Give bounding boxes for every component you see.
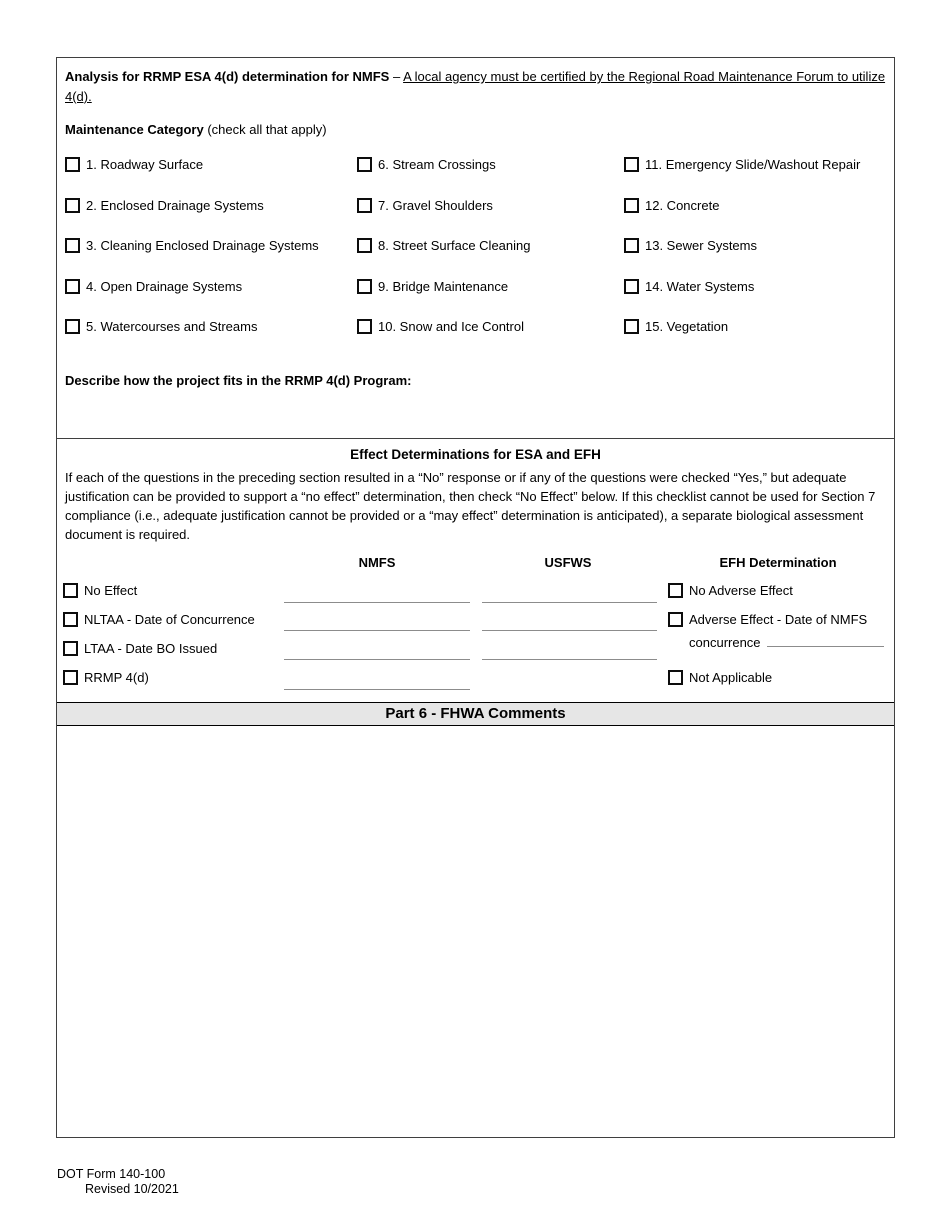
category-label: 14. Water Systems [645,278,755,294]
category-label: 5. Watercourses and Streams [86,319,258,334]
option-row [63,641,217,656]
category-checkbox-7[interactable] [357,198,372,213]
usfws-column-header: USFWS [544,555,592,570]
category-item [65,279,357,294]
category-label: 15. Vegetation [645,319,729,334]
category-checkbox-6[interactable] [357,157,372,172]
category-item [65,319,357,334]
effect-instructions: If each of the questions in the preceding section resulted in a “No” response or if any of the questions were checked “Yes,” but adequate justification can be provided to support a “no effect” determination, then check “No Effect” below. If this checklist cannot be used for Section 7 compliance (i.e., adequate justification cannot be provided or a “may effect” determination is anticipated), a separate biological assessment document is required. [65,470,876,542]
category-label: 10. Snow and Ice Control [378,319,524,334]
category-item [357,279,624,294]
category-label: 13. Sewer Systems [645,238,757,253]
nmfs-date-line-2[interactable] [284,630,470,631]
category-label: 7. Gravel Shoulders [378,197,493,213]
concurrence-label: concurrence [689,635,761,650]
describe-project-label: Describe how the project fits in the RRMP 4(d) Program: [65,372,412,388]
efh-column-header: EFH Determination [719,555,837,570]
category-label: 2. Enclosed Drainage Systems [86,197,264,213]
no-effect-checkbox[interactable] [63,583,78,598]
analysis-heading [65,67,886,107]
category-item [624,238,886,253]
rrmp-4d-checkbox[interactable] [63,670,78,685]
fhwa-comments-header: Part 6 - FHWA Comments [57,702,894,726]
not-applicable-label: Not Applicable [689,670,773,685]
category-item [624,319,886,334]
category-item [65,198,357,213]
fhwa-comments-area[interactable] [57,726,894,1137]
category-checkbox-5[interactable] [65,319,80,334]
efh-option-row [668,583,793,598]
category-checkbox-9[interactable] [357,279,372,294]
analysis-heading-dash: – [389,69,404,84]
category-item [624,198,886,213]
efh-option-row [668,670,772,685]
category-item [65,238,357,253]
category-label: 4. Open Drainage Systems [86,278,243,294]
category-checkbox-8[interactable] [357,238,372,253]
ltaa-label: LTAA - Date BO Issued [84,641,218,656]
effect-determinations-title: Effect Determinations for ESA and EFH [350,447,601,462]
category-item [357,319,624,334]
usfws-date-line-1[interactable] [482,602,657,603]
not-applicable-checkbox[interactable] [668,670,683,685]
efh-option-row [668,612,867,627]
concurrence-row [689,634,884,650]
category-item [357,198,624,213]
maintenance-category-grid [65,157,886,360]
category-checkbox-14[interactable] [624,279,639,294]
usfws-date-line-2[interactable] [482,630,657,631]
adverse-effect-label: Adverse Effect - Date of NMFS [689,612,868,627]
analysis-heading-bold: Analysis for RRMP ESA 4(d) determination for NMFS [65,69,390,84]
form-revision-date: Revised 10/2021 [85,1182,179,1196]
nltaa-checkbox[interactable] [63,612,78,627]
category-checkbox-4[interactable] [65,279,80,294]
category-checkbox-15[interactable] [624,319,639,334]
concurrence-date-line[interactable] [767,634,884,647]
option-row [63,612,255,627]
nmfs-date-line-4[interactable] [284,689,470,690]
category-item [357,157,624,172]
category-checkbox-11[interactable] [624,157,639,172]
category-item [624,157,886,172]
category-label: 8. Street Surface Cleaning [378,238,531,253]
category-checkbox-1[interactable] [65,157,80,172]
adverse-effect-checkbox[interactable] [668,612,683,627]
no-effect-label: No Effect [84,583,138,598]
nmfs-date-line-1[interactable] [284,602,470,603]
category-checkbox-12[interactable] [624,198,639,213]
category-item [65,157,357,172]
category-label: 12. Concrete [645,197,720,213]
analysis-section [57,58,894,438]
no-adverse-effect-label: No Adverse Effect [689,583,793,598]
category-checkbox-3[interactable] [65,238,80,253]
category-label: 9. Bridge Maintenance [378,278,509,294]
determination-grid [57,551,894,699]
rrmp-4d-label: RRMP 4(d) [84,670,149,685]
category-label: 6. Stream Crossings [378,157,496,172]
nltaa-label: NLTAA - Date of Concurrence [84,612,255,627]
category-label: 3. Cleaning Enclosed Drainage Systems [86,238,319,253]
category-checkbox-13[interactable] [624,238,639,253]
no-adverse-effect-checkbox[interactable] [668,583,683,598]
category-checkbox-10[interactable] [357,319,372,334]
category-checkbox-2[interactable] [65,198,80,213]
category-label: 11. Emergency Slide/Washout Repair [645,157,861,172]
form-number: DOT Form 140-100 [57,1167,166,1181]
usfws-date-line-3[interactable] [482,659,657,660]
nmfs-column-header: NMFS [358,555,396,570]
maintenance-category-label: Maintenance Category (check all that apply) [65,122,327,137]
category-label: 1. Roadway Surface [86,157,204,172]
category-item [357,238,624,253]
form-body [56,57,895,1138]
effect-determinations-section [57,438,894,702]
category-item [624,279,886,294]
option-row [63,583,137,598]
ltaa-checkbox[interactable] [63,641,78,656]
analysis-heading-underlined: A local agency must be certified by the Regional Road Maintenance Forum to utilize 4(d). [65,69,886,104]
nmfs-date-line-3[interactable] [284,659,470,660]
option-row [63,670,149,685]
